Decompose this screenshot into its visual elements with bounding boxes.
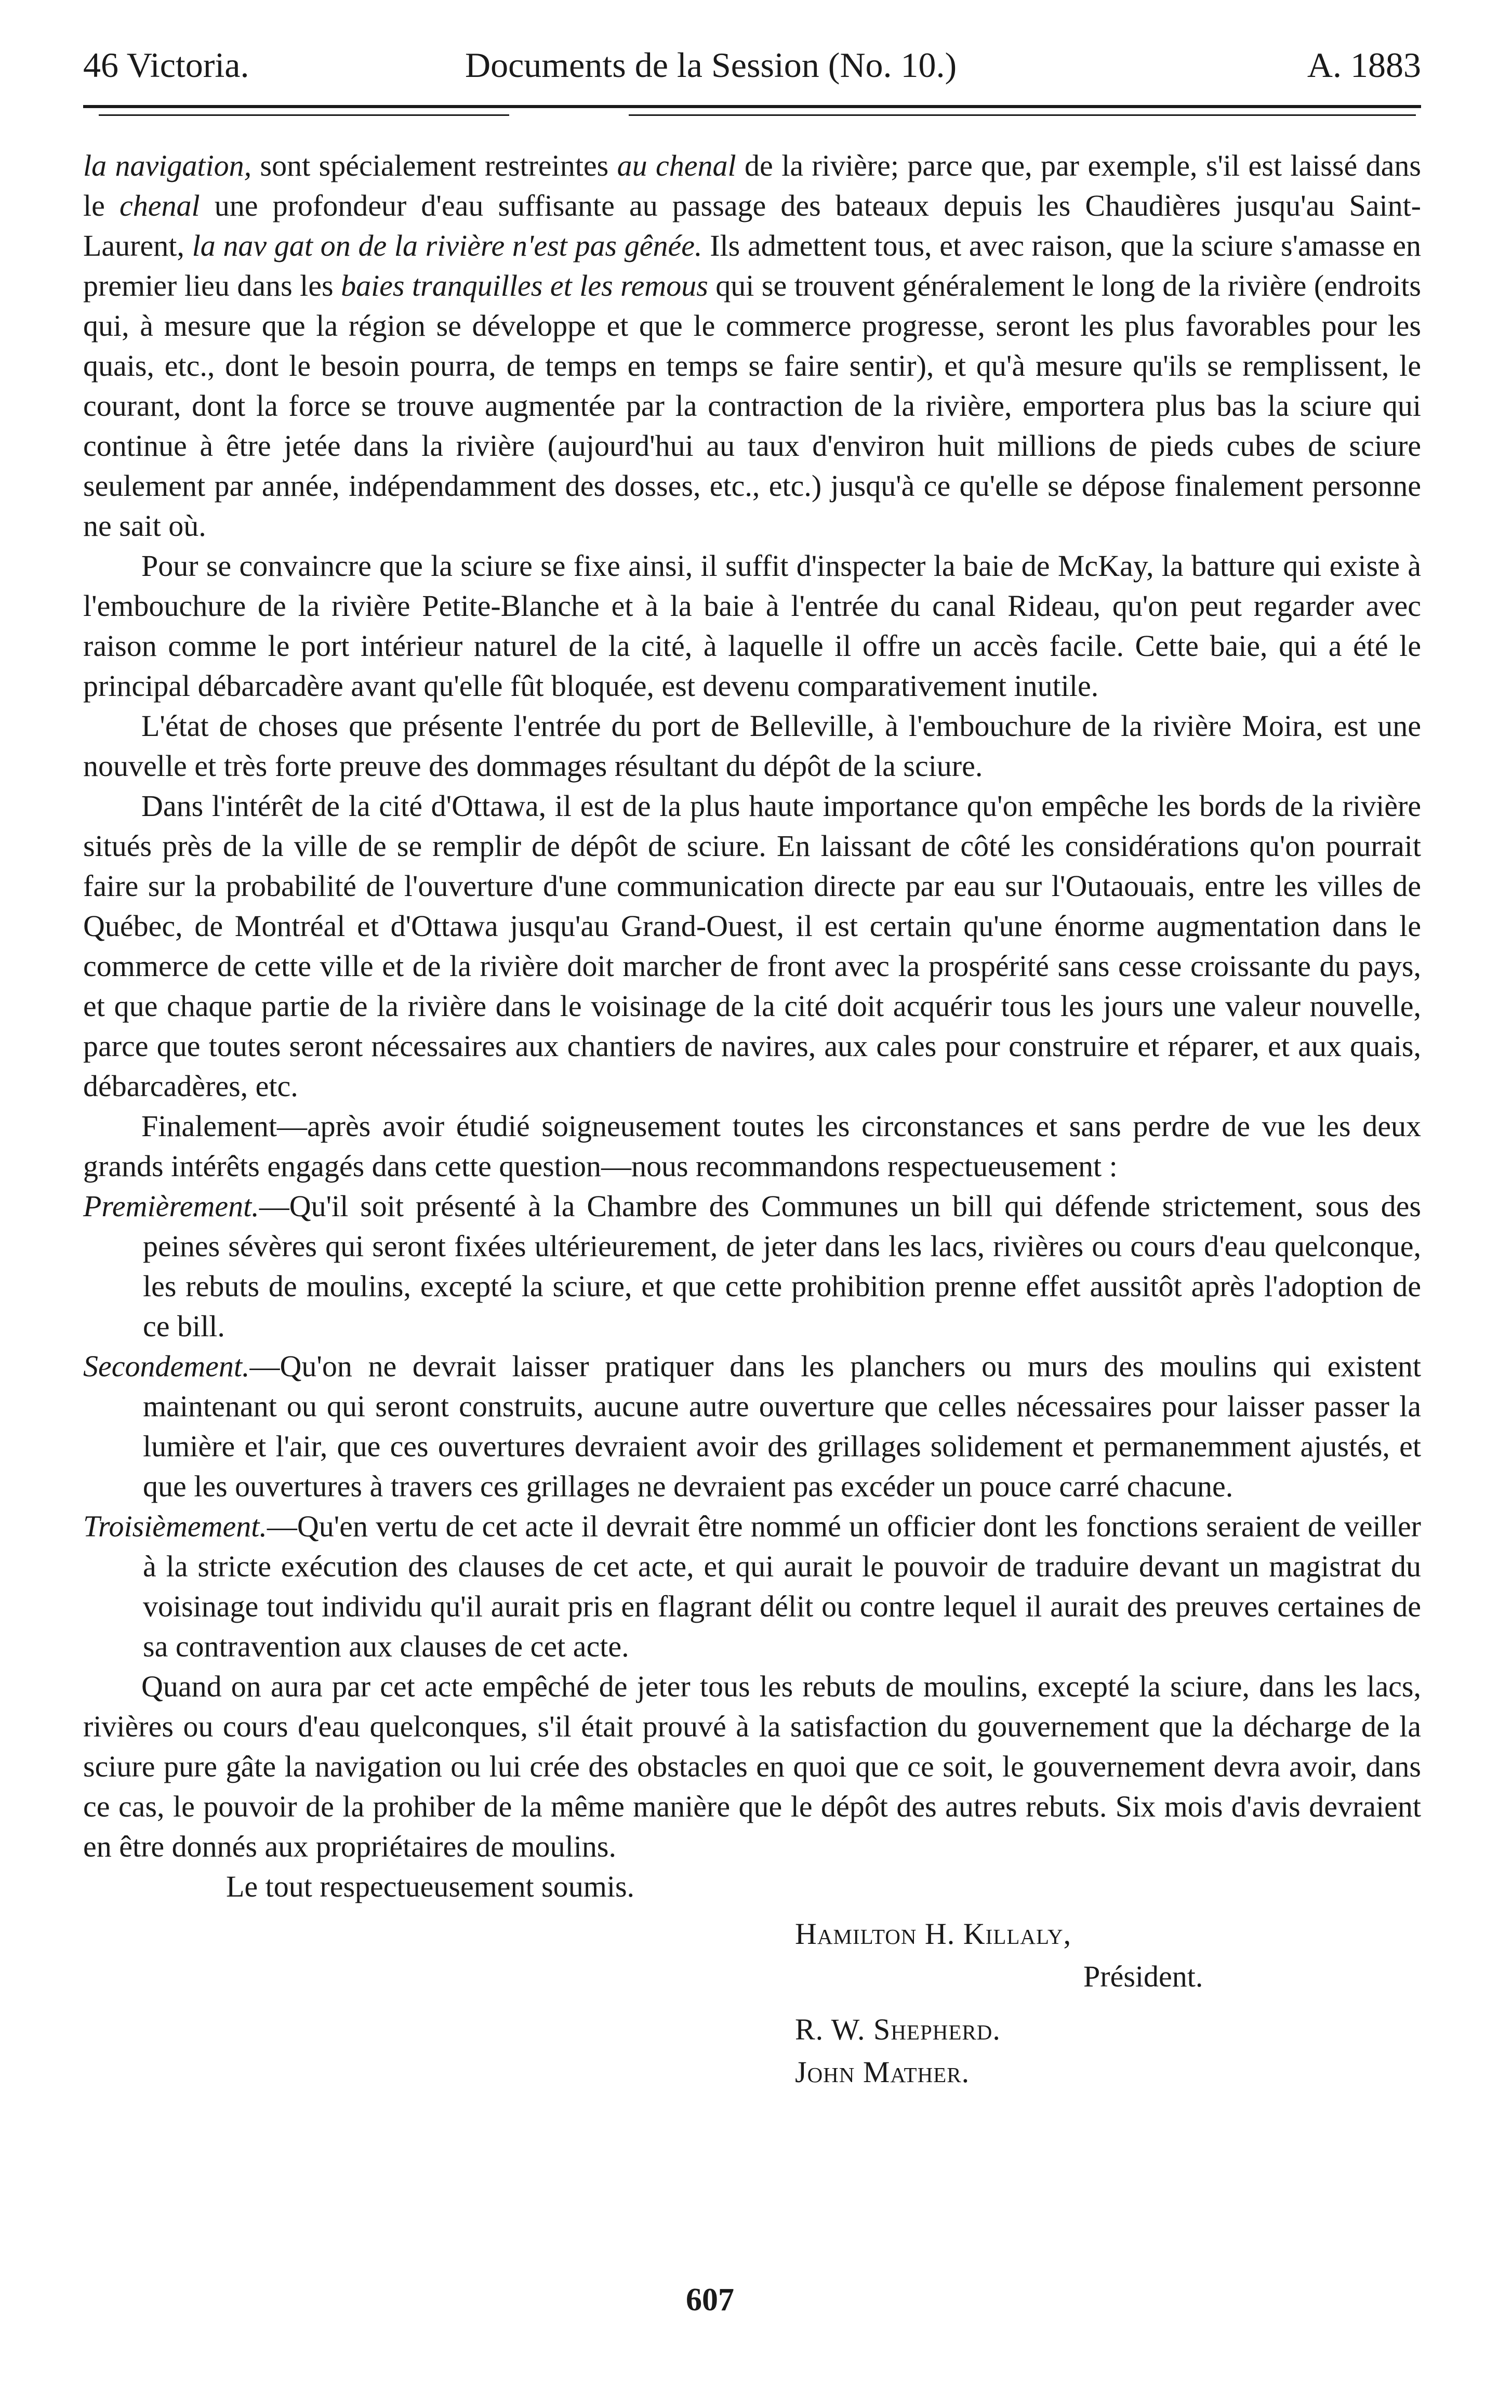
paragraph-text: Pour se convaincre que la sciure se fixe ainsi, il suffit d'inspecter la baie de McKay, la batture qui existe à l'embouchure de la rivière Petite-Blanche et à la baie à l'entrée du canal Rideau, qu'on peut regarder avec raison comme le port intérieur naturel de la cité, à laquelle il offre un accès facile. Cette baie, qui a été le principal débarcadère avant qu'elle fût bloquée, est devenu comparativement inutile. [83, 549, 1421, 703]
header-volume: 46 Victoria. [83, 45, 249, 85]
header-rule-thin-right [629, 114, 1416, 116]
closing-line: Le tout respectueusement soumis. [226, 1870, 635, 1903]
paragraph-text: une profondeur d'eau suffisante au passage des bateaux depuis les Chaudières jusqu'au Saint-Laurent, [83, 189, 1421, 262]
paragraph-text: —Qu'en vertu de cet acte il devrait être nommé un officier dont les fonctions seraient de veiller à la stricte exécution des clauses de cet acte, et qui aurait le pouvoir de traduire devant un magistrat du voisinage tout individu qu'il aurait pris en flagrant délit ou contre lequel il aurait des preuves certaines de sa contravention aux clauses de cet acte. [143, 1509, 1421, 1663]
paragraph-text: Dans l'intérêt de la cité d'Ottawa, il est de la plus haute importance qu'on empêche les bords de la rivière situés près de la ville de se remplir de dépôt de sciure. En laissant de côté les considérations qu'on pourrait faire sur la probabilité de l'ouverture d'une communication directe par eau sur l'Outaouais, entre les villes de Québec, de Montréal et d'Ottawa jusqu'au Grand-Ouest, il est certain qu'une énorme augmentation dans le commerce de cette ville et de la rivière doit marcher de front avec la prospérité sans cesse croissante du pays, et que chaque partie de la rivière dans le voisinage de la cité doit acquérir tous les jours une valeur nouvelle, parce que toutes seront nécessaires aux chantiers de navires, aux cales pour construire et réparer, et aux quais, débarcadères, etc. [83, 789, 1421, 1103]
header-rule [83, 100, 1421, 121]
running-header [83, 36, 1421, 94]
signature-title: Président. [1083, 1959, 1203, 1993]
signature-name-2: R. W. Shepherd. [795, 2012, 1001, 2046]
header-year: A. 1883 [1307, 45, 1421, 85]
italic-text: baies tranquilles et les remous [341, 269, 708, 302]
signature-block [83, 1913, 1421, 2094]
signature-name-1: Hamilton H. Killaly, [795, 1917, 1072, 1951]
signature-name-3: John Mather. [795, 2055, 970, 2089]
paragraph [83, 546, 1421, 706]
paragraph-text: —Qu'on ne devrait laisser pratiquer dans les planchers ou murs des moulins qui existent maintenant ou qui seront construits, aucune autre ouverture que celles nécessaires pour laisser passer la lumière et l'air, que ces ouvertures devraient avoir des grillages solidement et permanemment ajustés, et que les ouvertures à travers ces grillages ne devraient pas excéder un pouce carré chacune. [143, 1349, 1421, 1503]
paragraph-text: Quand on aura par cet acte empêché de jeter tous les rebuts de moulins, excepté la sciure, dans les lacs, rivières ou cours d'eau quelconques, s'il était prouvé à la satisfaction du gouvernement que la décharge de la sciure pure gâte la navigation ou lui crée des obstacles en quoi que ce soit, le gouvernement devra avoir, dans ce cas, le pouvoir de la prohiber de la même manière que le dépôt des autres rebuts. Six mois d'avis devraient en être donnés aux propriétaires de moulins. [83, 1669, 1421, 1863]
paragraph [83, 146, 1421, 546]
paragraph [83, 1106, 1421, 1186]
header-title: Documents de la Session (No. 10.) [465, 45, 957, 85]
paragraph [83, 786, 1421, 1106]
paragraph-text: sont spécialement restreintes [251, 149, 617, 182]
italic-text: la nav gat on de la rivière n'est pas gênée. [192, 229, 702, 262]
recommendation-item [83, 1346, 1421, 1506]
paragraph-text: Ils admettent tous, et avec raison, que la sciure s'amasse en premier lieu dans les [83, 229, 1421, 302]
italic-text: Secondement. [83, 1349, 250, 1383]
paragraph-text: qui se trouvent généralement le long de la rivière (endroits qui, à mesure que la région se développe et que le commerce progresse, seront les plus favorables pour les quais, etc., dont le besoin pourra, de temps en temps se faire sentir), et qu'à mesure qu'ils se remplissent, le courant, dont la force se trouve augmentée par la contraction de la rivière, emportera plus bas la sciure qui continue à être jetée dans la rivière (aujourd'hui au taux d'environ huit millions de pieds cubes de sciure seulement par année, indépendamment des dosses, etc., etc.) jusqu'à ce qu'elle se dépose finalement personne ne sait où. [83, 269, 1421, 543]
paragraph [83, 706, 1421, 786]
recommendation-item [83, 1186, 1421, 1346]
recommendation-item [83, 1506, 1421, 1666]
paragraph-text: de la rivière; parce que, par exemple, s'il est laissé dans le [83, 149, 1421, 222]
italic-text: chenal [119, 189, 200, 222]
italic-text: la navigation, [83, 149, 252, 182]
italic-text: Troisièmement. [83, 1509, 267, 1543]
italic-text: au chenal [617, 149, 736, 182]
paragraph [83, 1666, 1421, 1866]
body-text [83, 146, 1421, 1866]
paragraph-text: —Qu'il soit présenté à la Chambre des Communes un bill qui défende strictement, sous des peines sévères qui seront fixées ultérieurement, de jeter dans les lacs, rivières ou cours d'eau quelconque, les rebuts de moulins, excepté la sciure, et que cette prohibition prenne effet aussitôt après l'adoption de ce bill. [143, 1189, 1421, 1343]
page-number: 607 [686, 2282, 734, 2318]
italic-text: Premièrement. [83, 1189, 259, 1223]
header-rule-thick [83, 105, 1421, 108]
paragraph-text: Finalement—après avoir étudié soigneusement toutes les circonstances et sans perdre de vue les deux grands intérêts engagés dans cette question—nous recommandons respectueusement : [83, 1109, 1421, 1183]
header-rule-thin-left [99, 114, 509, 116]
paragraph-text: L'état de choses que présente l'entrée du port de Belleville, à l'embouchure de la rivière Moira, est une nouvelle et très forte preuve des dommages résultant du dépôt de la sciure. [83, 709, 1421, 783]
